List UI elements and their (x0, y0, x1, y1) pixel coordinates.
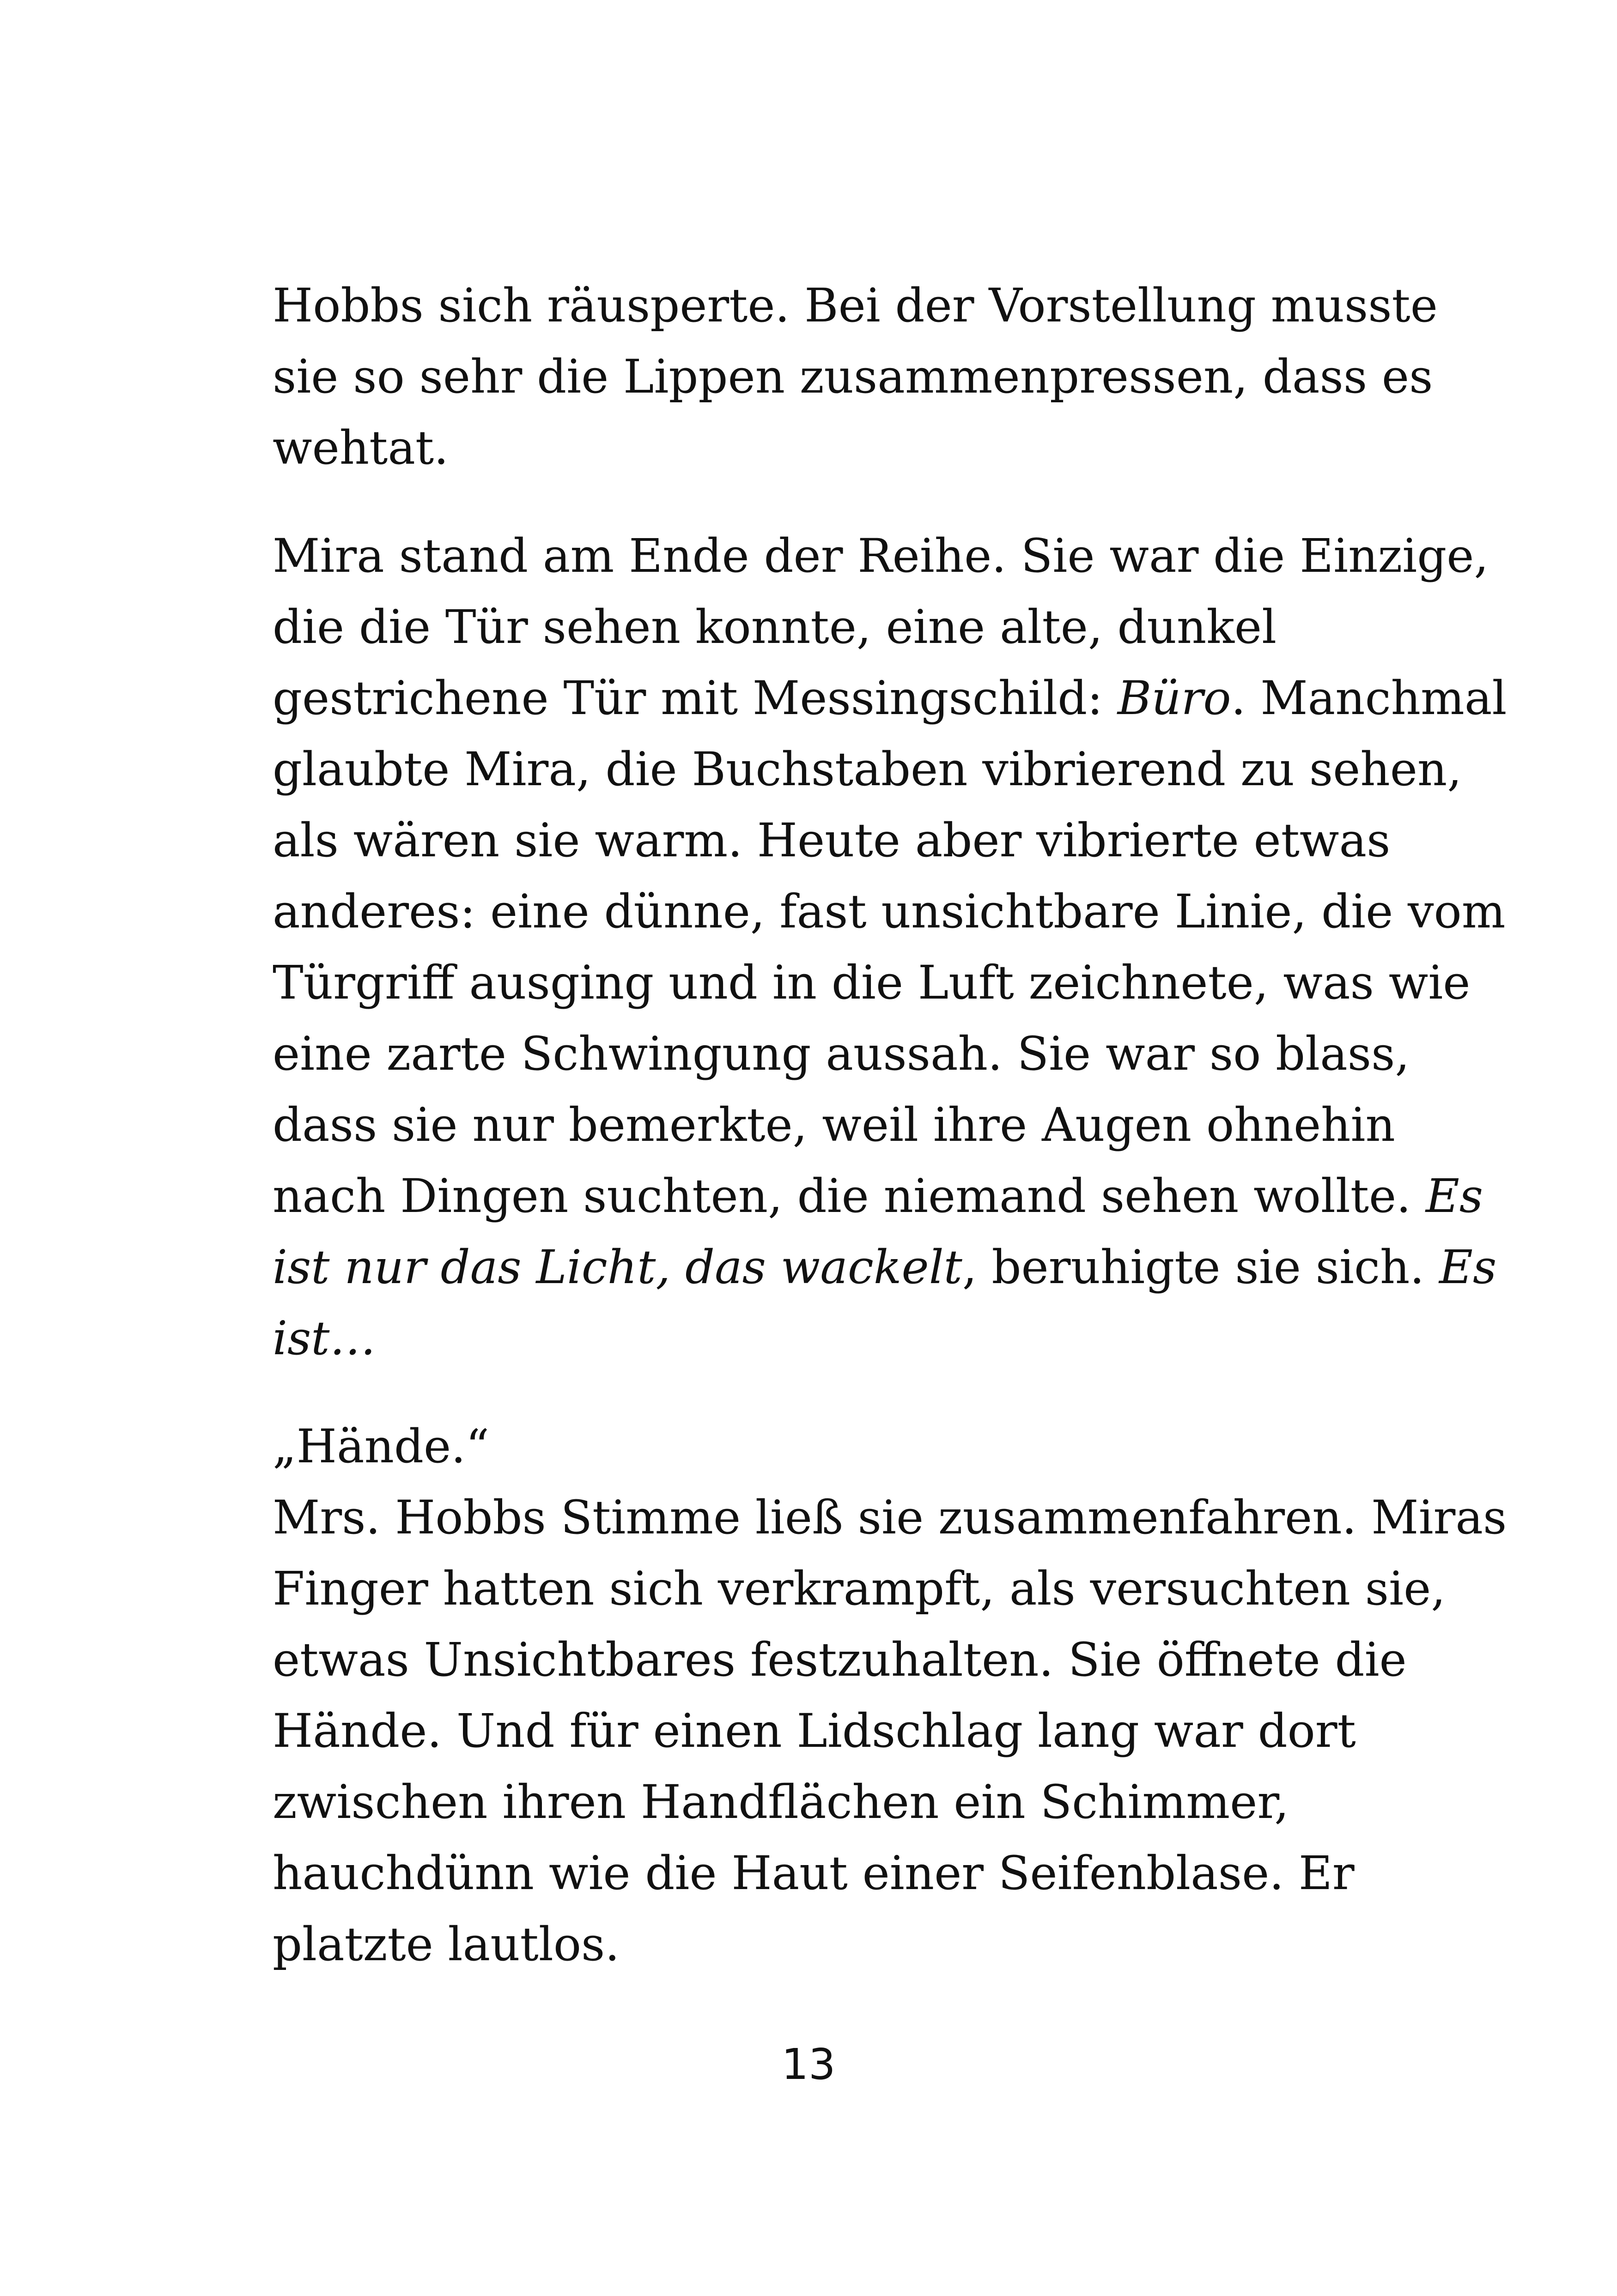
text-line (273, 1232, 1497, 1303)
text-run: Mrs. Hobbs Stimme ließ sie zusammenfahren. Miras (273, 1490, 1507, 1545)
paragraph (273, 270, 1438, 484)
text-line (273, 1696, 1363, 1767)
text-line (273, 1767, 1363, 1838)
text-run: sie so sehr die Lippen zusammenpressen, dass es (273, 350, 1433, 404)
text-line (273, 947, 1471, 1018)
text-line (273, 1553, 1446, 1624)
text-run: „Hände.“ (273, 1419, 490, 1473)
text-run: Mira stand am Ende der Reihe. Sie war die Einzige, (273, 529, 1489, 583)
italic-text: ist… (273, 1311, 376, 1365)
text-run: , beruhigte sie sich. (962, 1240, 1439, 1294)
text-run: gestrichene Tür mit Messingschild: (273, 671, 1118, 725)
paragraph (273, 521, 1507, 1374)
italic-text: Es (1425, 1169, 1483, 1223)
text-line (273, 1090, 1395, 1161)
text-line (273, 805, 1391, 876)
text-run: hauchdünn wie die Haut einer Seifenblase. Er (273, 1846, 1355, 1900)
text-line (273, 1909, 1363, 1980)
text-line (273, 412, 1363, 484)
text-run: etwas Unsichtbares festzuhalten. Sie öffnete die (273, 1633, 1407, 1687)
text-line (273, 592, 1363, 663)
text-line (273, 1303, 1363, 1374)
text-line (273, 1624, 1407, 1696)
text-line (273, 734, 1462, 805)
text-run: glaubte Mira, die Buchstaben vibrierend zu sehen, (273, 742, 1462, 796)
text-line (273, 521, 1489, 592)
text-run: Hobbs sich räusperte. Bei der Vorstellung musste (273, 279, 1438, 333)
text-line (273, 1018, 1410, 1090)
text-line (273, 1411, 1363, 1482)
text-run: Hände. Und für einen Lidschlag lang war dort (273, 1704, 1356, 1758)
text-run: zwischen ihren Handflächen ein Schimmer, (273, 1775, 1289, 1829)
paragraph (273, 1411, 1507, 1980)
text-line (273, 663, 1507, 734)
text-run: platzte lautlos. (273, 1917, 620, 1971)
text-run: Finger hatten sich verkrampft, als versuchten sie, (273, 1562, 1446, 1616)
text-run: anderes: eine dünne, fast unsichtbare Linie, die vom (273, 884, 1506, 939)
text-run: Türgriff ausging und in die Luft zeichnete, was wie (273, 956, 1471, 1010)
italic-text: Büro (1117, 671, 1231, 725)
italic-text: Es (1439, 1240, 1497, 1294)
text-run: als wären sie warm. Heute aber vibrierte etwas (273, 813, 1391, 867)
text-run: . Manchmal (1231, 671, 1507, 725)
text-line (273, 1838, 1363, 1909)
text-line (273, 341, 1433, 412)
text-run: nach Dingen suchten, die niemand sehen wollte. (273, 1169, 1426, 1223)
text-line (273, 1482, 1507, 1553)
italic-text: ist nur das Licht, das wackelt (273, 1240, 962, 1294)
text-run: eine zarte Schwingung aussah. Sie war so blass, (273, 1027, 1410, 1081)
text-run: wehtat. (273, 421, 449, 475)
text-line (273, 1161, 1483, 1232)
page-number: 13 (781, 2040, 836, 2089)
text-line (273, 270, 1438, 341)
text-line (273, 876, 1506, 947)
text-run: die die Tür sehen konnte, eine alte, dunkel (273, 600, 1277, 654)
text-run: dass sie nur bemerkte, weil ihre Augen ohnehin (273, 1098, 1395, 1152)
